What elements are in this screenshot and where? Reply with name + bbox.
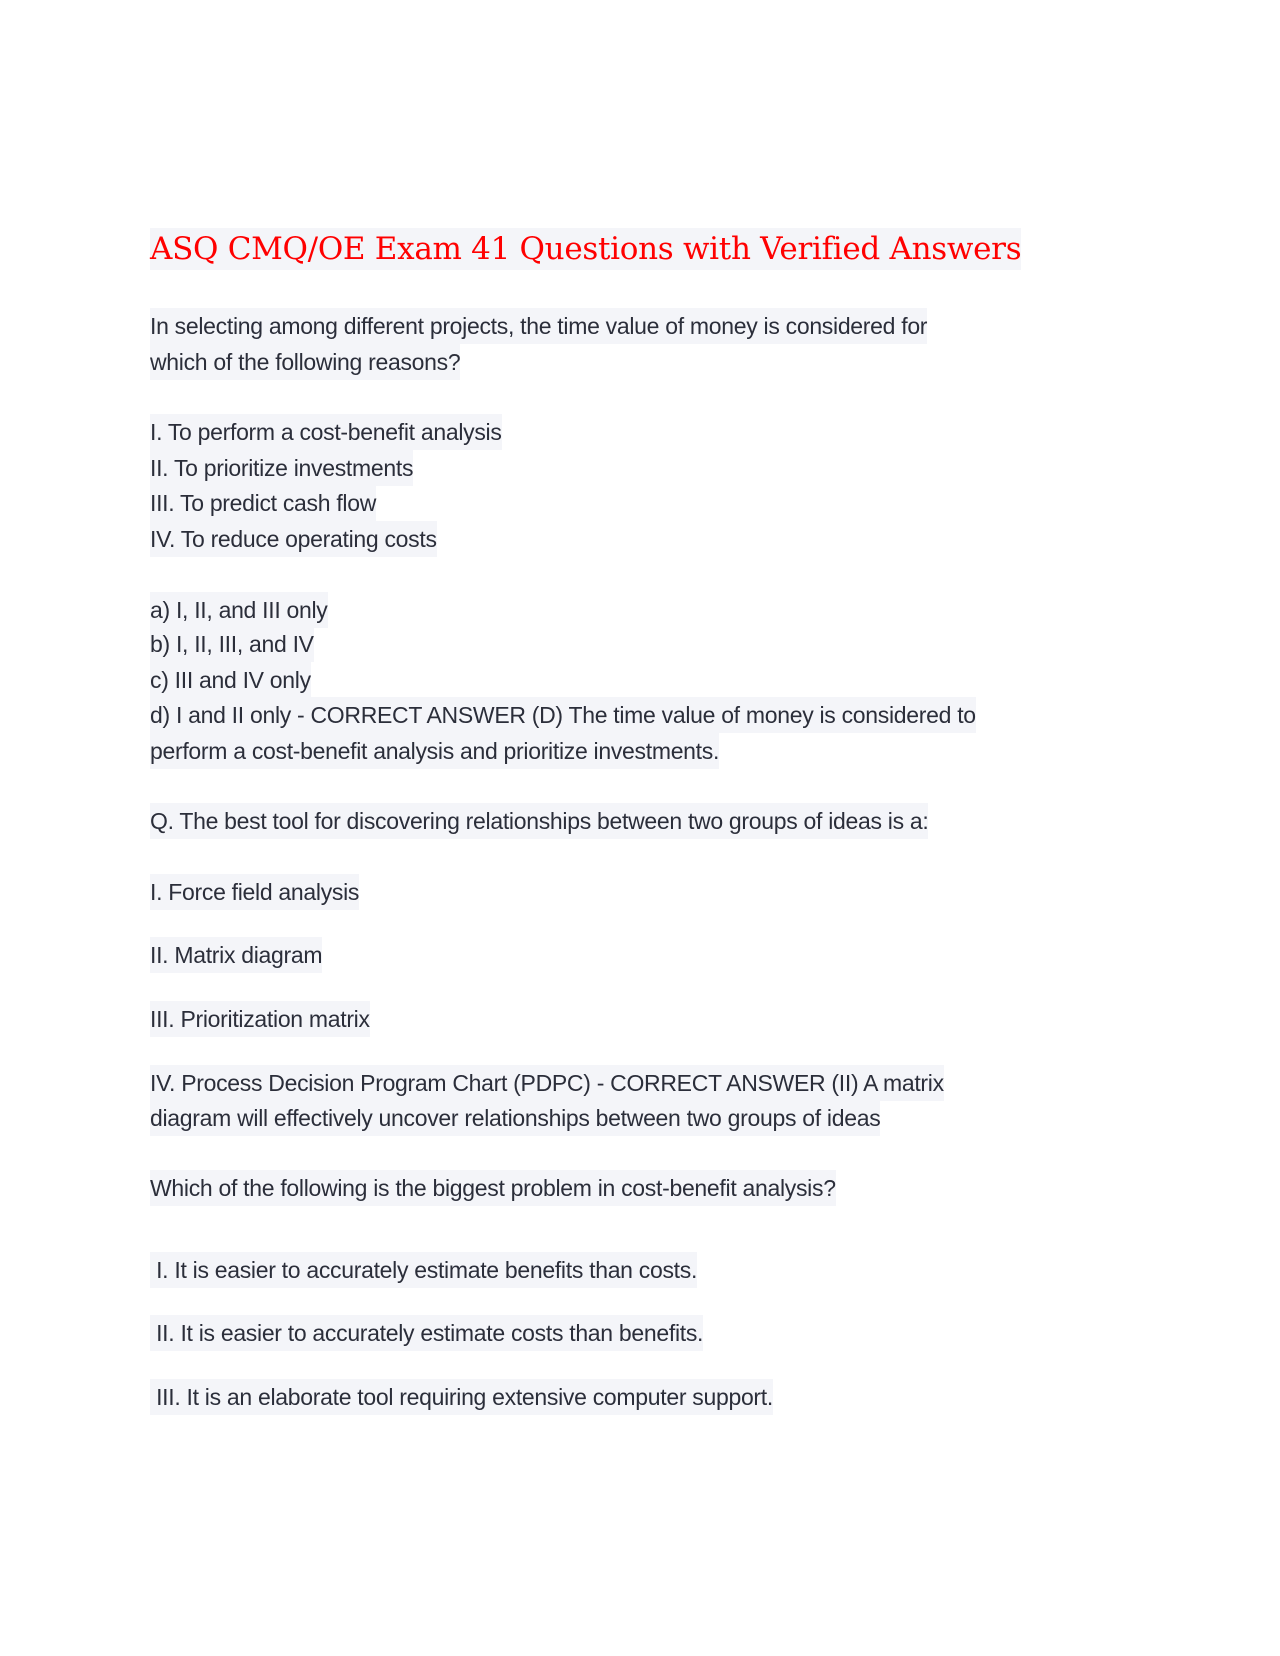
question-1-stem: which of the following reasons? bbox=[150, 344, 460, 380]
question-3-stem: Which of the following is the biggest problem in cost-benefit analysis? bbox=[150, 1170, 836, 1206]
question-3-item: III. It is an elaborate tool requiring extensive computer support. bbox=[150, 1379, 773, 1415]
question-1-item: II. To prioritize investments bbox=[150, 450, 413, 486]
question-1-answer: d) I and II only - CORRECT ANSWER (D) The time value of money is considered to bbox=[150, 697, 976, 733]
question-1-item: III. To predict cash flow bbox=[150, 485, 376, 521]
question-3-item: II. It is easier to accurately estimate costs than benefits. bbox=[150, 1315, 703, 1351]
question-1-option: c) III and IV only bbox=[150, 662, 311, 698]
question-2-answer: diagram will effectively uncover relationships between two groups of ideas bbox=[150, 1100, 880, 1136]
question-1-option: b) I, II, III, and IV bbox=[150, 626, 314, 662]
question-2-item: I. Force field analysis bbox=[150, 874, 359, 910]
question-1-item: I. To perform a cost-benefit analysis bbox=[150, 414, 502, 450]
question-3-item: I. It is easier to accurately estimate benefits than costs. bbox=[150, 1252, 697, 1288]
question-2-item: II. Matrix diagram bbox=[150, 937, 322, 973]
question-1-stem: In selecting among different projects, the time value of money is considered for bbox=[150, 308, 927, 344]
question-1-item: IV. To reduce operating costs bbox=[150, 521, 437, 557]
document-title: ASQ CMQ/OE Exam 41 Questions with Verified Answers bbox=[150, 228, 1021, 270]
question-2-answer: IV. Process Decision Program Chart (PDPC) - CORRECT ANSWER (II) A matrix bbox=[150, 1065, 944, 1101]
question-1-answer: perform a cost-benefit analysis and prioritize investments. bbox=[150, 733, 719, 769]
question-2-item: III. Prioritization matrix bbox=[150, 1001, 370, 1037]
question-1-option: a) I, II, and III only bbox=[150, 592, 328, 628]
question-2-stem: Q. The best tool for discovering relationships between two groups of ideas is a: bbox=[150, 803, 928, 839]
